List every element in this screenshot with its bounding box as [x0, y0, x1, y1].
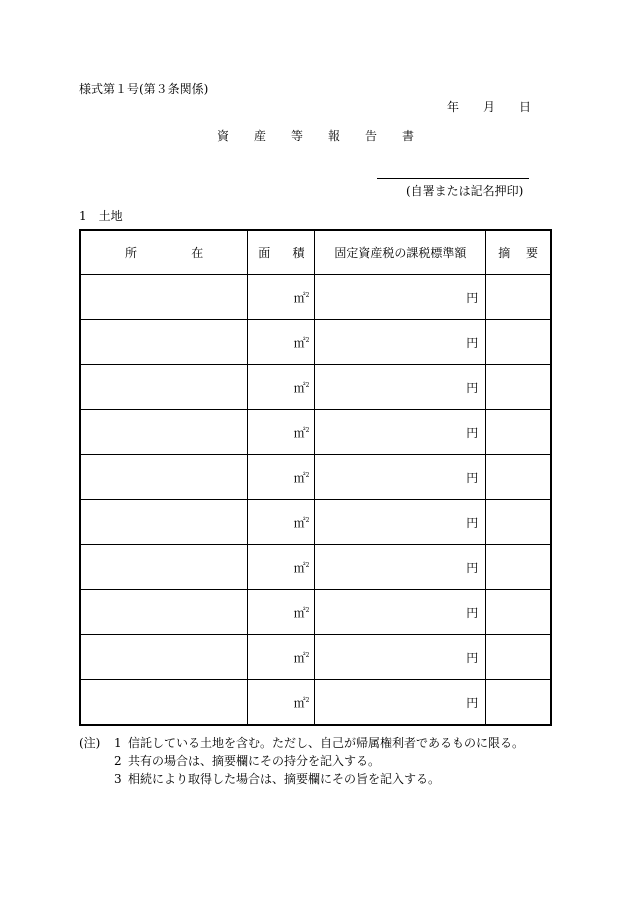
- table-row: [80, 680, 551, 726]
- area-unit: ㎡: [293, 380, 306, 395]
- tax-value-cell[interactable]: [315, 320, 486, 365]
- document-title: [217, 129, 414, 143]
- area-unit: ㎡: [293, 560, 306, 575]
- title-char: 資: [217, 129, 230, 143]
- note-item-1: [114, 736, 524, 750]
- header-area: [248, 230, 315, 275]
- area-unit-exponent: 2: [305, 561, 310, 569]
- area-cell[interactable]: [248, 365, 315, 410]
- tax-value-cell[interactable]: [315, 590, 486, 635]
- table-row: [80, 500, 551, 545]
- location-cell[interactable]: [80, 275, 248, 320]
- table-row: [80, 590, 551, 635]
- table-row: [80, 320, 551, 365]
- header-note-char: 要: [525, 246, 538, 260]
- yen-unit: 円: [466, 425, 479, 440]
- land-table: [79, 229, 552, 726]
- note-cell[interactable]: [486, 410, 551, 455]
- area-unit: ㎡: [293, 290, 306, 305]
- location-cell[interactable]: [80, 410, 248, 455]
- note-number: 2: [114, 754, 122, 768]
- area-unit-exponent: 2: [305, 606, 310, 614]
- area-unit: ㎡: [293, 470, 306, 485]
- area-unit: ㎡: [293, 695, 306, 710]
- note-cell[interactable]: [486, 455, 551, 500]
- area-cell[interactable]: [248, 410, 315, 455]
- note-item-2: [114, 754, 380, 768]
- table-header-row: [80, 230, 551, 275]
- title-char: 等: [291, 129, 304, 143]
- area-cell[interactable]: [248, 500, 315, 545]
- title-char: 書: [402, 129, 415, 143]
- location-cell[interactable]: [80, 320, 248, 365]
- signature-caption: (自署または記名押印): [406, 184, 524, 198]
- tax-value-cell[interactable]: [315, 410, 486, 455]
- yen-unit: 円: [466, 650, 479, 665]
- section-label-land: 1 土地: [79, 209, 123, 223]
- area-unit-exponent: 2: [305, 336, 310, 344]
- area-unit-exponent: 2: [305, 651, 310, 659]
- area-cell[interactable]: [248, 635, 315, 680]
- area-unit-exponent: 2: [305, 696, 310, 704]
- date-day-label: 日: [519, 100, 532, 114]
- note-cell[interactable]: [486, 545, 551, 590]
- tax-value-cell[interactable]: [315, 365, 486, 410]
- date-month-label: 月: [483, 100, 496, 114]
- header-area-char: 面: [258, 246, 271, 260]
- area-cell[interactable]: [248, 680, 315, 726]
- signature-line[interactable]: [377, 178, 529, 179]
- area-unit-exponent: 2: [305, 516, 310, 524]
- yen-unit: 円: [466, 560, 479, 575]
- yen-unit: 円: [466, 605, 479, 620]
- area-unit-exponent: 2: [305, 426, 310, 434]
- location-cell[interactable]: [80, 365, 248, 410]
- tax-value-cell[interactable]: [315, 680, 486, 726]
- area-unit: ㎡: [293, 650, 306, 665]
- table-row: [80, 365, 551, 410]
- table-row: [80, 635, 551, 680]
- tax-value-cell[interactable]: [315, 275, 486, 320]
- area-unit: ㎡: [293, 425, 306, 440]
- notes-label: (注): [79, 736, 101, 750]
- area-cell[interactable]: [248, 320, 315, 365]
- yen-unit: 円: [466, 335, 479, 350]
- yen-unit: 円: [466, 470, 479, 485]
- header-location-char: 所: [125, 246, 138, 260]
- title-char: 告: [365, 129, 378, 143]
- area-unit-exponent: 2: [305, 471, 310, 479]
- area-unit: ㎡: [293, 335, 306, 350]
- table-row: [80, 275, 551, 320]
- note-cell[interactable]: [486, 275, 551, 320]
- yen-unit: 円: [466, 380, 479, 395]
- date-line: [447, 100, 531, 114]
- header-location-char: 在: [191, 246, 204, 260]
- area-cell[interactable]: [248, 275, 315, 320]
- note-cell[interactable]: [486, 590, 551, 635]
- location-cell[interactable]: [80, 590, 248, 635]
- header-area-char: 積: [292, 246, 305, 260]
- location-cell[interactable]: [80, 500, 248, 545]
- note-cell[interactable]: [486, 365, 551, 410]
- area-unit: ㎡: [293, 515, 306, 530]
- note-number: 1: [114, 736, 122, 750]
- header-note-char: 摘: [498, 246, 511, 260]
- header-location: [80, 230, 248, 275]
- note-text: 相続により取得した場合は、摘要欄にその旨を記入する。: [128, 772, 441, 786]
- tax-value-cell[interactable]: [315, 500, 486, 545]
- header-note: [486, 230, 551, 275]
- yen-unit: 円: [466, 515, 479, 530]
- title-char: 産: [254, 129, 267, 143]
- note-item-3: [114, 772, 440, 786]
- tax-value-cell[interactable]: [315, 545, 486, 590]
- form-number: 様式第１号(第３条関係): [79, 82, 209, 96]
- note-number: 3: [114, 772, 122, 786]
- area-unit-exponent: 2: [305, 291, 310, 299]
- area-unit: ㎡: [293, 605, 306, 620]
- location-cell[interactable]: [80, 455, 248, 500]
- note-text: 共有の場合は、摘要欄にその持分を記入する。: [128, 754, 381, 768]
- area-cell[interactable]: [248, 590, 315, 635]
- yen-unit: 円: [466, 695, 479, 710]
- table-row: [80, 455, 551, 500]
- area-cell[interactable]: [248, 545, 315, 590]
- date-year-label: 年: [447, 100, 460, 114]
- tax-value-cell[interactable]: [315, 635, 486, 680]
- note-cell[interactable]: [486, 320, 551, 365]
- note-text: 信託している土地を含む。ただし、自己が帰属権利者であるものに限る。: [128, 736, 525, 750]
- header-tax-value: 固定資産税の課税標準額: [315, 230, 486, 275]
- area-cell[interactable]: [248, 455, 315, 500]
- tax-value-cell[interactable]: [315, 455, 486, 500]
- note-cell[interactable]: [486, 500, 551, 545]
- yen-unit: 円: [466, 290, 479, 305]
- note-cell[interactable]: [486, 635, 551, 680]
- area-unit-exponent: 2: [305, 381, 310, 389]
- location-cell[interactable]: [80, 635, 248, 680]
- title-char: 報: [328, 129, 341, 143]
- table-row: [80, 545, 551, 590]
- location-cell[interactable]: [80, 680, 248, 726]
- note-cell[interactable]: [486, 680, 551, 726]
- table-row: [80, 410, 551, 455]
- location-cell[interactable]: [80, 545, 248, 590]
- table-body: [80, 275, 551, 726]
